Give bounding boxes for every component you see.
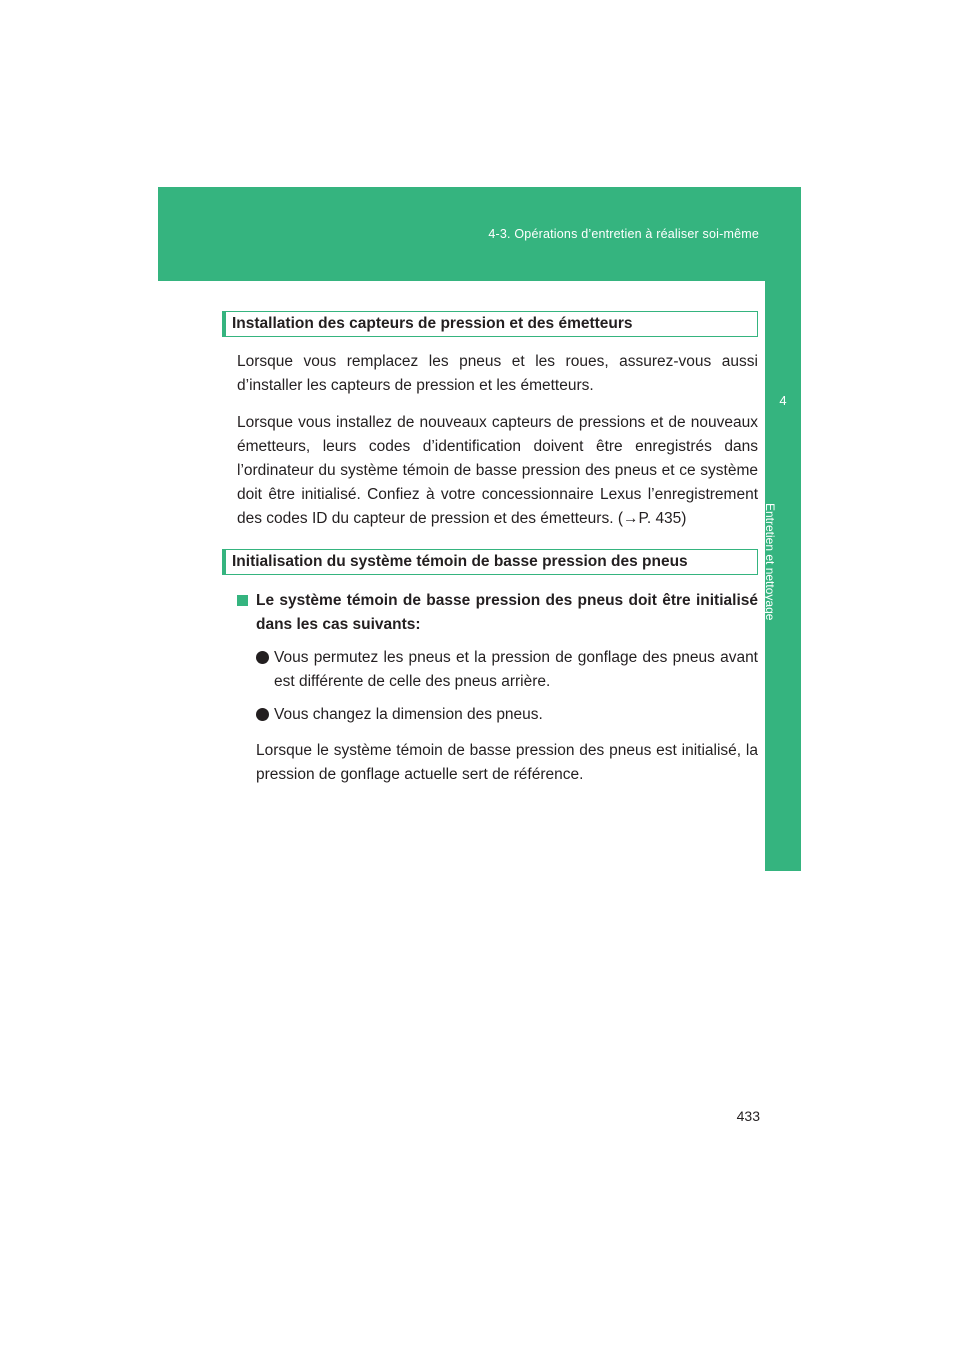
- chapter-label: Entretien et nettoyage: [763, 503, 777, 621]
- paragraph: Lorsque vous remplacez les pneus et les roues, assurez-vous aussi d’installer les capteurs de pression et les émetteurs.: [237, 353, 758, 394]
- chapter-tab: [765, 281, 801, 871]
- list-item: [256, 646, 758, 694]
- list-item-text: Vous permutez les pneus et la pression de gonflage des pneus avant est différente de celle des pneus arrière.: [274, 649, 758, 690]
- note-paragraph: Lorsque le système témoin de basse pression des pneus est initialisé, la pression de gonflage actuelle sert de référence.: [256, 742, 758, 783]
- bullet-dot-icon: [256, 708, 269, 721]
- bullet-dot-icon: [256, 651, 269, 664]
- header-band: [158, 187, 801, 281]
- section-heading-text: Installation des capteurs de pression et des émetteurs: [232, 315, 633, 332]
- subheading: [237, 589, 758, 637]
- list-item: [256, 703, 758, 727]
- paragraph: Lorsque vous installez de nouveaux capteurs de pressions et de nouveaux émetteurs, leurs codes d’identification doivent être enregistrés dans l’ordinateur du système témoin de basse pression des pneus et ce système doit être initialisé. Confiez à votre concessionnaire Lexus l’enregistrement des codes ID du capteur de pression et des émetteurs. (→P. 435): [237, 414, 758, 527]
- section-heading-initialisation: [222, 549, 758, 575]
- section-title: 4-3. Opérations d’entretien à réaliser soi-même: [488, 227, 759, 241]
- section-heading-installation: [222, 311, 758, 337]
- square-bullet-icon: [237, 595, 248, 606]
- chapter-number: 4: [779, 393, 787, 408]
- section-heading-text: Initialisation du système témoin de basse pression des pneus: [232, 553, 688, 570]
- page-number: 433: [736, 1108, 760, 1124]
- list-item-text: Vous changez la dimension des pneus.: [274, 706, 543, 723]
- subheading-text: Le système témoin de basse pression des pneus doit être initialisé dans les cas suivants:: [256, 592, 758, 633]
- main-content: [222, 311, 758, 787]
